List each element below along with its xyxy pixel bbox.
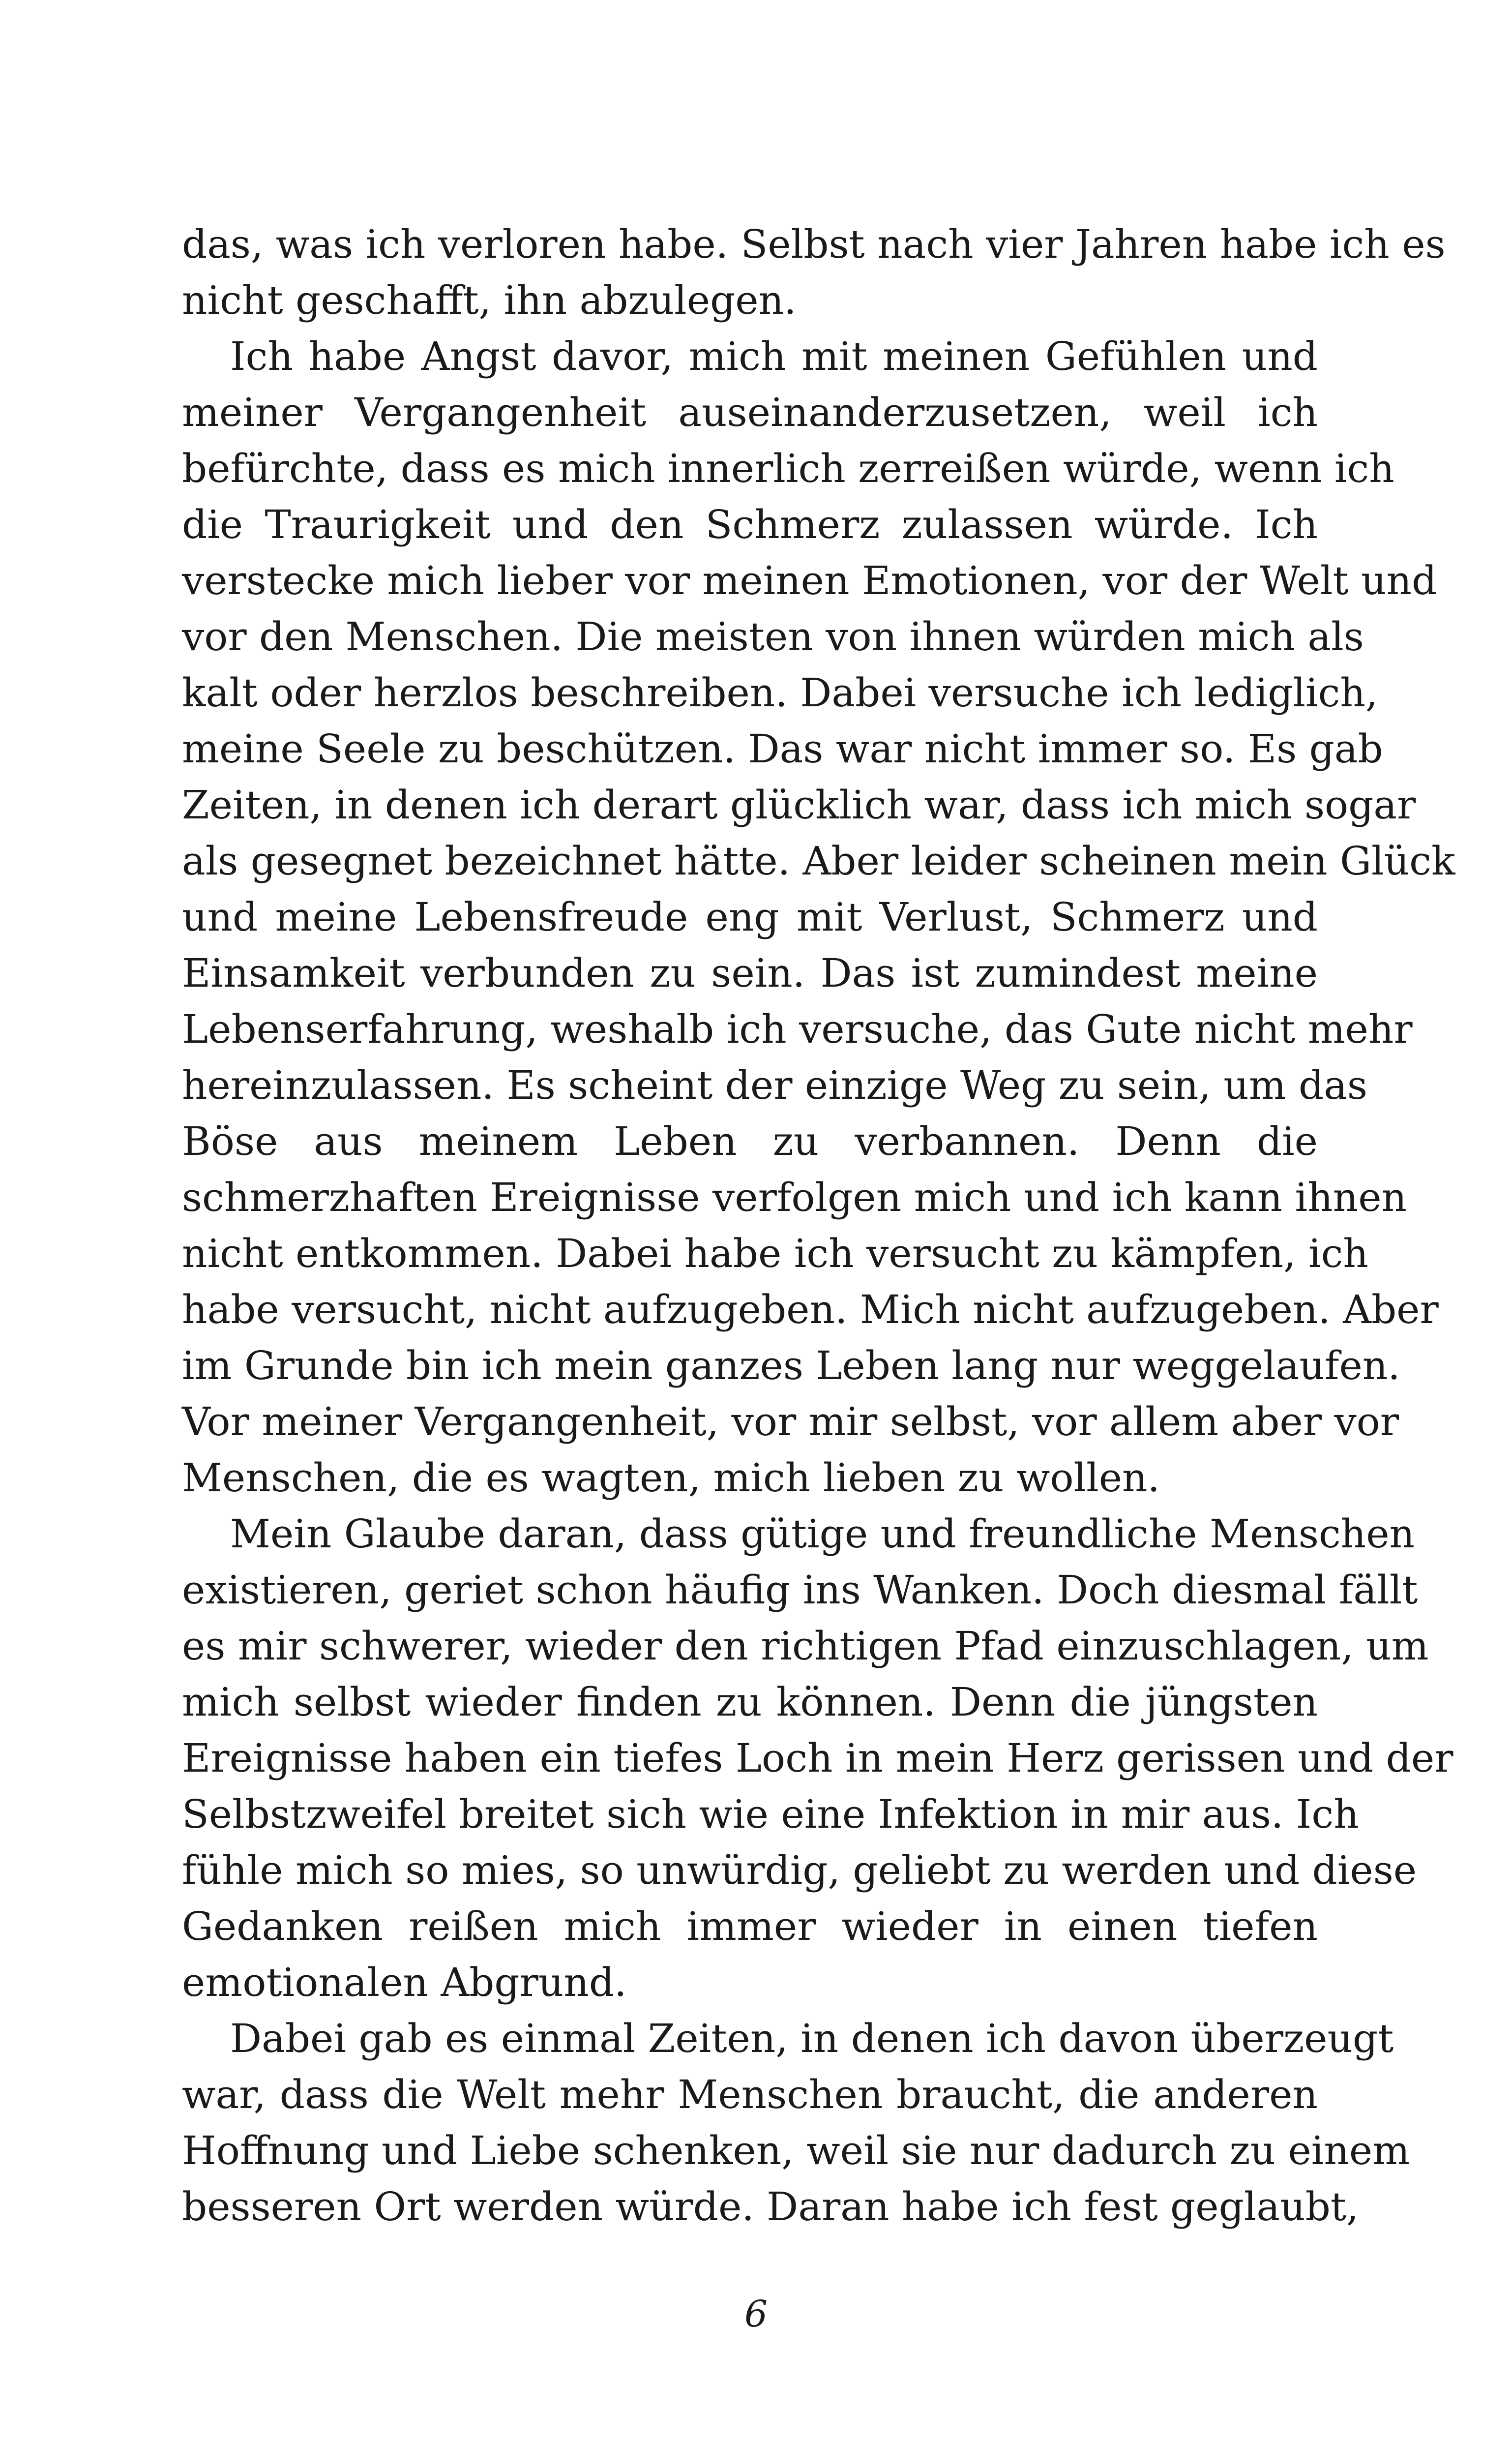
paragraph xyxy=(182,329,1455,1506)
text-line: Ereignisse haben ein tiefes Loch in mein Herz gerissen und der xyxy=(182,1735,1453,1781)
text-line: Hoffnung und Liebe schenken, weil sie nur dadurch zu einem xyxy=(182,2128,1410,2173)
text-line: fühle mich so mies, so unwürdig, geliebt zu werden und diese xyxy=(182,1847,1417,1893)
page-number: 6 xyxy=(744,2293,768,2335)
text-line: Mein Glaube daran, dass gütige und freundliche Menschen xyxy=(230,1511,1415,1557)
text-line: nicht entkommen. Dabei habe ich versucht zu kämpfen, ich xyxy=(182,1231,1368,1276)
text-line: war, dass die Welt mehr Menschen braucht, die anderen xyxy=(182,2072,1318,2117)
text-line: hereinzulassen. Es scheint der einzige Weg zu sein, um das xyxy=(182,1062,1367,1108)
text-line: Einsamkeit verbunden zu sein. Das ist zumindest meine xyxy=(182,950,1318,996)
text-line: Gedanken reißen mich immer wieder in einen tiefen xyxy=(182,1903,1318,1949)
text-line: befürchte, dass es mich innerlich zerreißen würde, wenn ich xyxy=(182,446,1394,491)
text-line: mich selbst wieder finden zu können. Denn die jüngsten xyxy=(182,1679,1318,1725)
text-line: schmerzhaften Ereignisse verfolgen mich und ich kann ihnen xyxy=(182,1175,1407,1220)
text-line: existieren, geriet schon häufig ins Wanken. Doch diesmal fällt xyxy=(182,1567,1418,1613)
text-line: meiner Vergangenheit auseinanderzusetzen, weil ich xyxy=(182,390,1318,435)
text-line: das, was ich verloren habe. Selbst nach vier Jahren habe ich es xyxy=(182,221,1446,267)
text-line: Vor meiner Vergangenheit, vor mir selbst, vor allem aber vor xyxy=(182,1399,1399,1445)
text-line: emotionalen Abgrund. xyxy=(182,1960,627,2005)
text-line: die Traurigkeit und den Schmerz zulassen würde. Ich xyxy=(182,502,1318,547)
text-line: Dabei gab es einmal Zeiten, in denen ich davon überzeugt xyxy=(230,2016,1394,2061)
text-line: verstecke mich lieber vor meinen Emotionen, vor der Welt und xyxy=(182,558,1437,603)
text-line: Zeiten, in denen ich derart glücklich war, dass ich mich sogar xyxy=(182,782,1416,828)
paragraph xyxy=(182,2011,1410,2235)
paragraph xyxy=(182,1506,1453,2011)
text-line: Menschen, die es wagten, mich lieben zu wollen. xyxy=(182,1455,1160,1501)
text-line: im Grunde bin ich mein ganzes Leben lang nur weggelaufen. xyxy=(182,1343,1400,1388)
text-line: besseren Ort werden würde. Daran habe ich fest geglaubt, xyxy=(182,2184,1359,2230)
text-line: meine Seele zu beschützen. Das war nicht immer so. Es gab xyxy=(182,726,1383,772)
text-line: Böse aus meinem Leben zu verbannen. Denn die xyxy=(182,1118,1318,1164)
text-line: und meine Lebensfreude eng mit Verlust, Schmerz und xyxy=(182,894,1318,940)
paragraph xyxy=(182,216,1446,329)
text-line: vor den Menschen. Die meisten von ihnen würden mich als xyxy=(182,614,1364,660)
text-line: Lebenserfahrung, weshalb ich versuche, das Gute nicht mehr xyxy=(182,1006,1413,1052)
text-line: Ich habe Angst davor, mich mit meinen Gefühlen und xyxy=(230,333,1318,379)
text-line: nicht geschafft, ihn abzulegen. xyxy=(182,277,797,323)
text-line: habe versucht, nicht aufzugeben. Mich nicht aufzugeben. Aber xyxy=(182,1287,1439,1332)
body-text xyxy=(182,216,1455,2235)
text-line: Selbstzweifel breitet sich wie eine Infektion in mir aus. Ich xyxy=(182,1791,1359,1837)
text-line: kalt oder herzlos beschreiben. Dabei versuche ich lediglich, xyxy=(182,670,1378,716)
text-line: es mir schwerer, wieder den richtigen Pfad einzuschlagen, um xyxy=(182,1623,1429,1669)
text-line: als gesegnet bezeichnet hätte. Aber leider scheinen mein Glück xyxy=(182,838,1455,884)
